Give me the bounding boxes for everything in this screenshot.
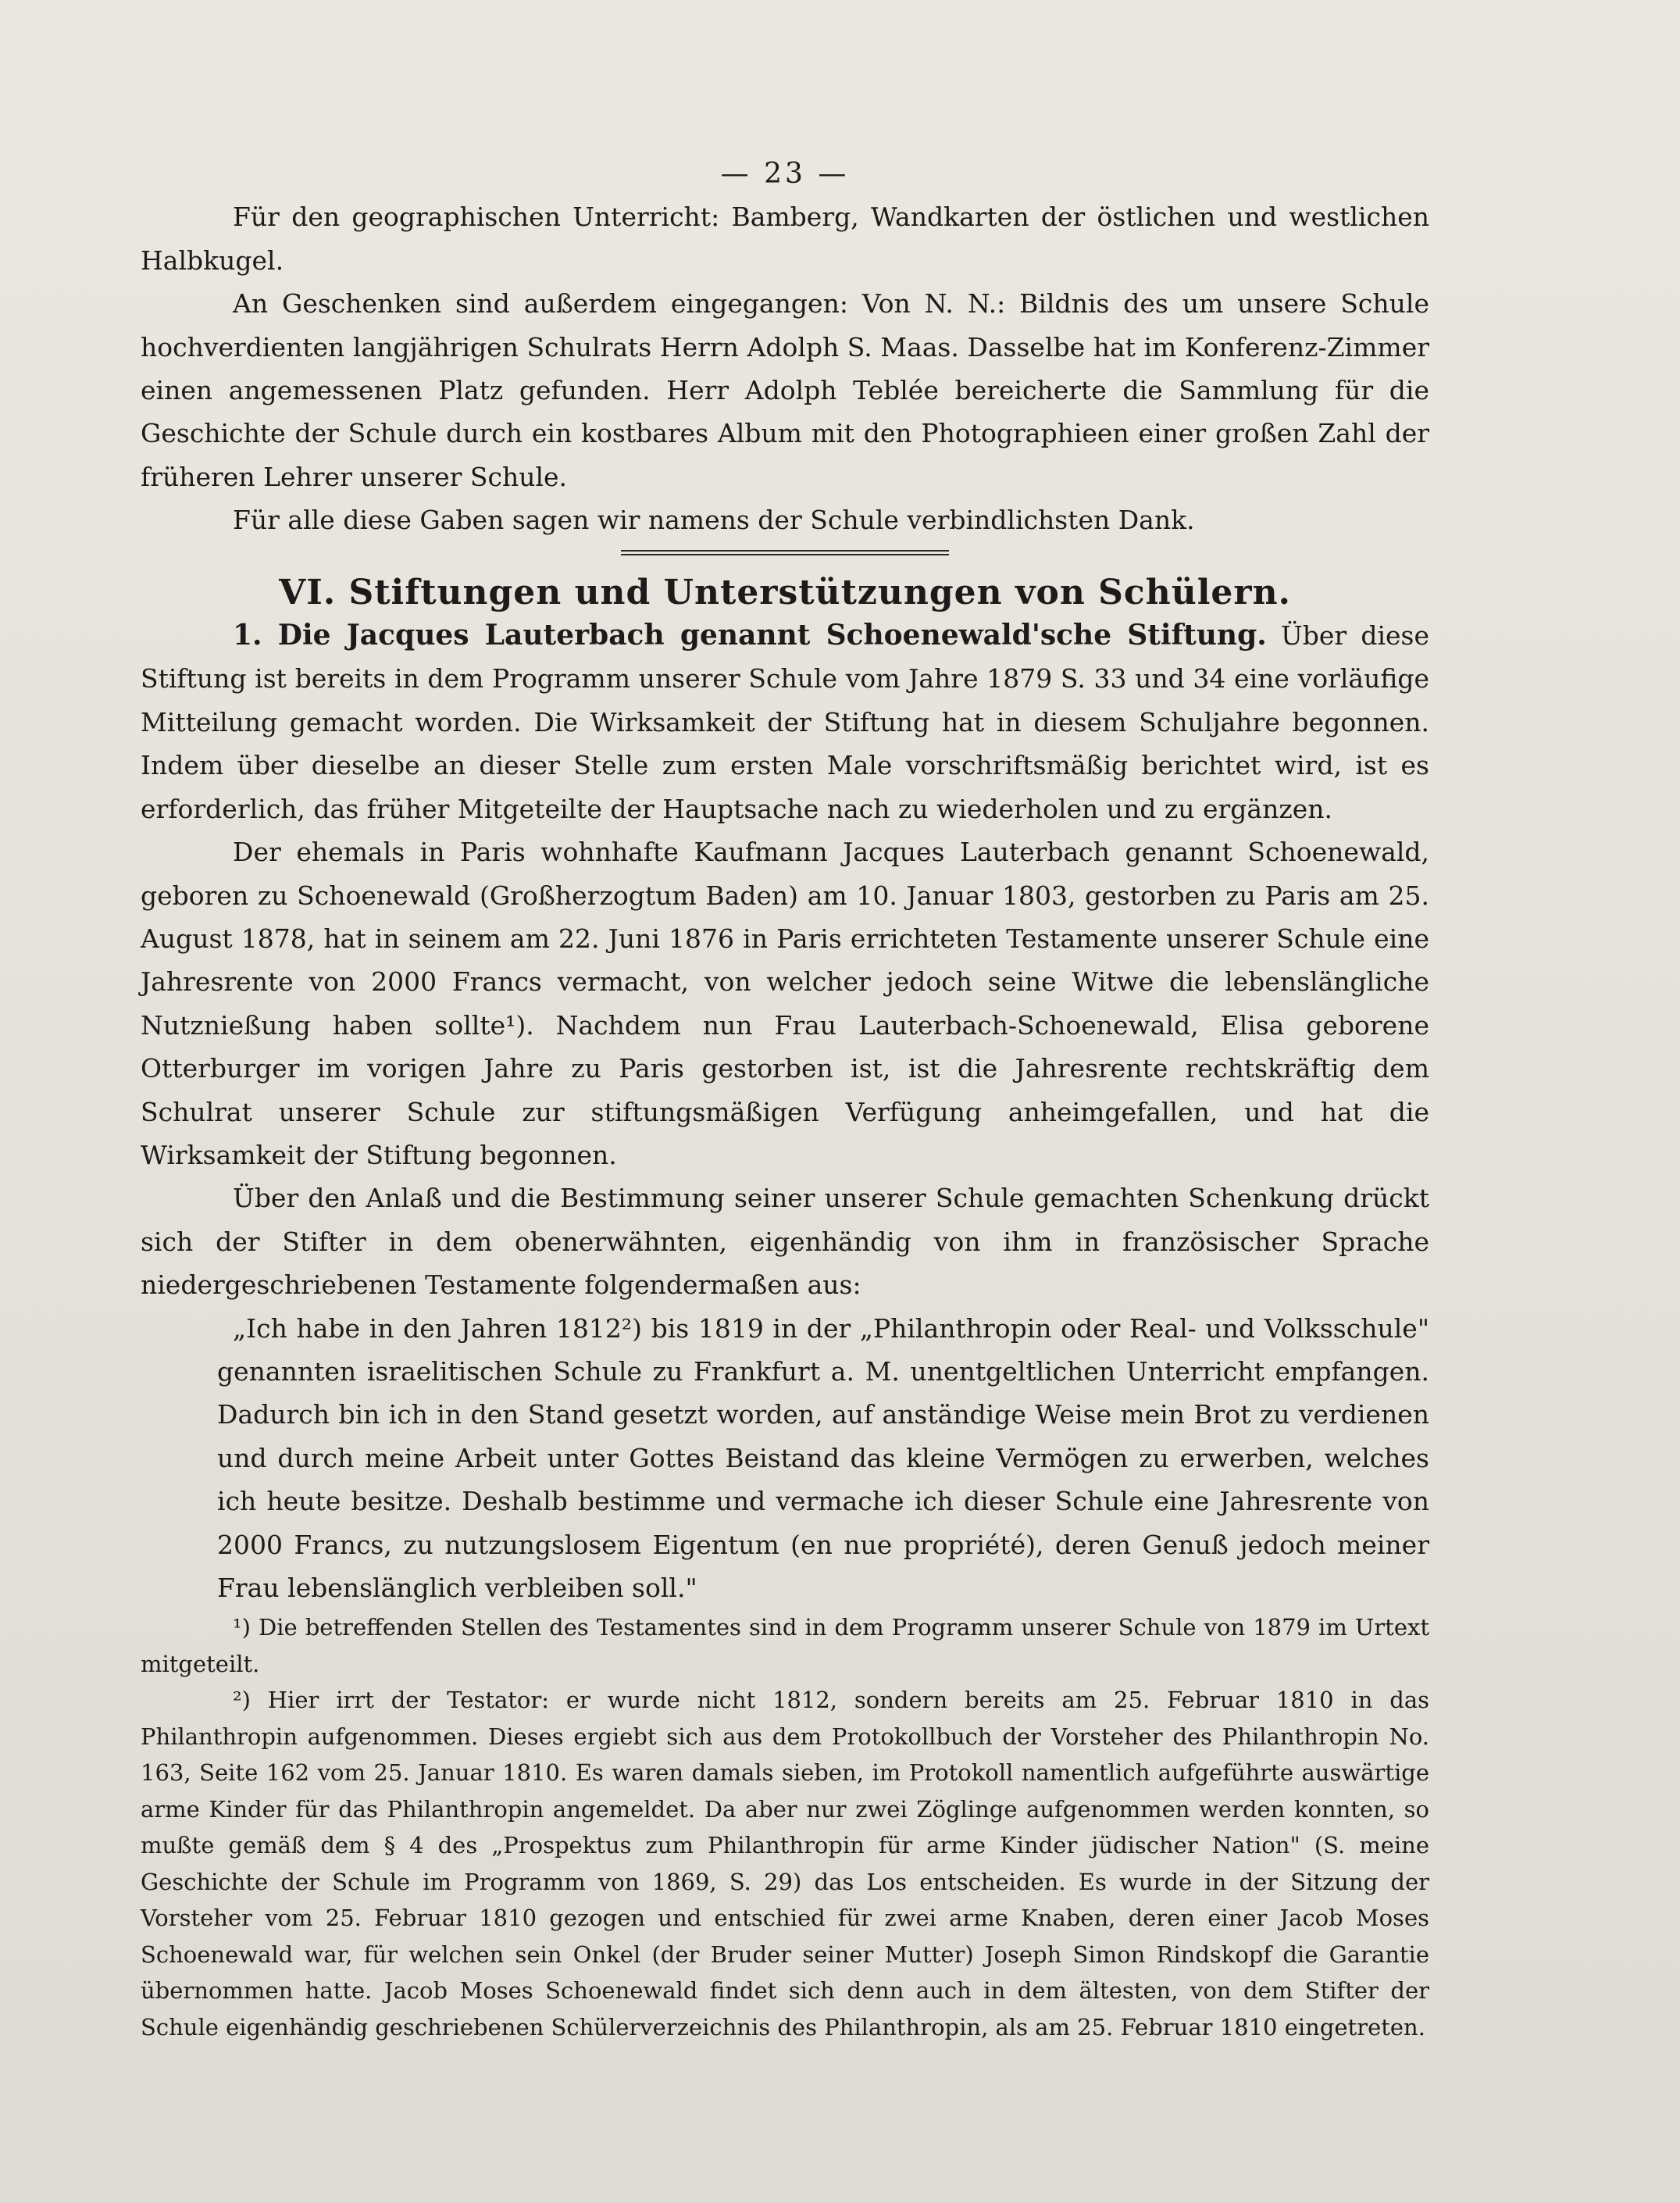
subsection-title: 1. Die Jacques Lauterbach genannt Schoenewald'sche Stiftung.	[233, 619, 1267, 652]
paragraph-thanks: Für alle diese Gaben sagen wir namens der Schule verbindlichsten Dank.	[233, 505, 1195, 536]
paragraph-testament-intro: Über den Anlaß und die Bestimmung seiner unserer Schule gemachten Schenkung drückt sich der Stifter in dem obenerwähnten, eigenhändig von ihm in französischer Sprache niedergeschriebenen Testamente folgendermaßen aus:	[141, 1183, 1429, 1301]
paragraph-foundation-intro	[141, 614, 1429, 830]
section-title: VI. Stiftungen und Unterstützungen von Schülern.	[279, 572, 1291, 612]
paragraph-geography: Für den geographischen Unterricht: Bamberg, Wandkarten der östlichen und westlichen Halbkugel.	[141, 202, 1429, 276]
paragraph-foundation-intro-text: Über diese Stiftung ist bereits in dem Programm unserer Schule vom Jahre 1879 S. 33 und 34 eine vorläufige Mitteilung gemacht worden. Die Wirksamkeit der Stiftung hat in diesem Schuljahre begonnen. Indem über dieselbe an dieser Stelle zum ersten Male vorschriftsmäßig berichtet wird, ist es erforderlich, das früher Mitgeteilte der Hauptsache nach zu wiederholen und zu ergänzen.	[141, 620, 1429, 824]
footnote-2: ²) Hier irrt der Testator: er wurde nicht 1812, sondern bereits am 25. Februar 1810 in das Philanthropin aufgenommen. Dieses ergiebt sich aus dem Protokollbuch der Vorsteher des Philanthropin No. 163, Seite 162 vom 25. Januar 1810. Es waren damals sieben, im Protokoll namentlich aufgeführte auswärtige arme Kinder für das Philanthropin angemeldet. Da aber nur zwei Zöglinge aufgenommen werden konnten, so mußte gemäß dem § 4 des „Prospektus zum Philanthropin für arme Kinder jüdischer Nation" (S. meine Geschichte der Schule im Programm von 1869, S. 29) das Los entscheiden. Es wurde in der Sitzung der Vorsteher vom 25. Februar 1810 gezogen und entschied für zwei arme Knaben, deren einer Jacob Moses Schoenewald war, für welchen sein Onkel (der Bruder seiner Mutter) Joseph Simon Rindskopf die Garantie übernommen hatte. Jacob Moses Schoenewald findet sich denn auch in dem ältesten, von dem Stifter der Schule eigenhändig geschriebenen Schülerverzeichnis des Philanthropin, als am 25. Februar 1810 eingetreten.	[141, 1687, 1429, 2041]
section-divider	[621, 550, 949, 555]
testament-quote: „Ich habe in den Jahren 1812²) bis 1819 in der „Philanthropin oder Real- und Volksschule" genannten israelitischen Schule zu Frankfurt a. M. unentgeltlichen Unterricht empfangen. Dadurch bin ich in den Stand gesetzt worden, auf anständige Weise mein Brot zu verdienen und durch meine Arbeit unter Gottes Beistand das kleine Vermögen zu erwerben, welches ich heute besitze. Deshalb bestimme und vermache ich dieser Schule eine Jahresrente von 2000 Francs, zu nutzungslosem Eigentum (en nue propriété), deren Genuß jedoch meiner Frau lebenslänglich verbleiben soll."	[217, 1312, 1429, 1603]
paragraph-bequest: Der ehemals in Paris wohnhafte Kaufmann Jacques Lauterbach genannt Schoenewald, geboren zu Schoenewald (Großherzogtum Baden) am 10. Januar 1803, gestorben zu Paris am 25. August 1878, hat in seinem am 22. Juni 1876 in Paris errichteten Testamente unserer Schule eine Jahresrente von 2000 Francs vermacht, von welcher jedoch seine Witwe die lebenslängliche Nutznießung haben sollte¹). Nachdem nun Frau Lauterbach-Schoenewald, Elisa geborene Otterburger im vorigen Jahre zu Paris gestorben ist, ist die Jahresrente rechtskräftig dem Schulrat unserer Schule zur stiftungsmäßigen Verfügung anheimgefallen, und hat die Wirksamkeit der Stiftung begonnen.	[141, 837, 1429, 1170]
paragraph-gifts: An Geschenken sind außerdem eingegangen: Von N. N.: Bildnis des um unsere Schule hochverdienten langjährigen Schulrats Herrn Adolph S. Maas. Dasselbe hat im Konferenz-Zimmer einen angemessenen Platz gefunden. Herr Adolph Teblée bereicherte die Sammlung für die Geschichte der Schule durch ein kostbares Album mit den Photographieen einer großen Zahl der früheren Lehrer unserer Schule.	[141, 288, 1429, 492]
page-number: — 23 —	[720, 158, 850, 190]
footnote-1: ¹) Die betreffenden Stellen des Testamentes sind in dem Programm unserer Schule von 1879 im Urtext mitgeteilt.	[141, 1614, 1429, 1677]
page-text	[141, 152, 1429, 2045]
